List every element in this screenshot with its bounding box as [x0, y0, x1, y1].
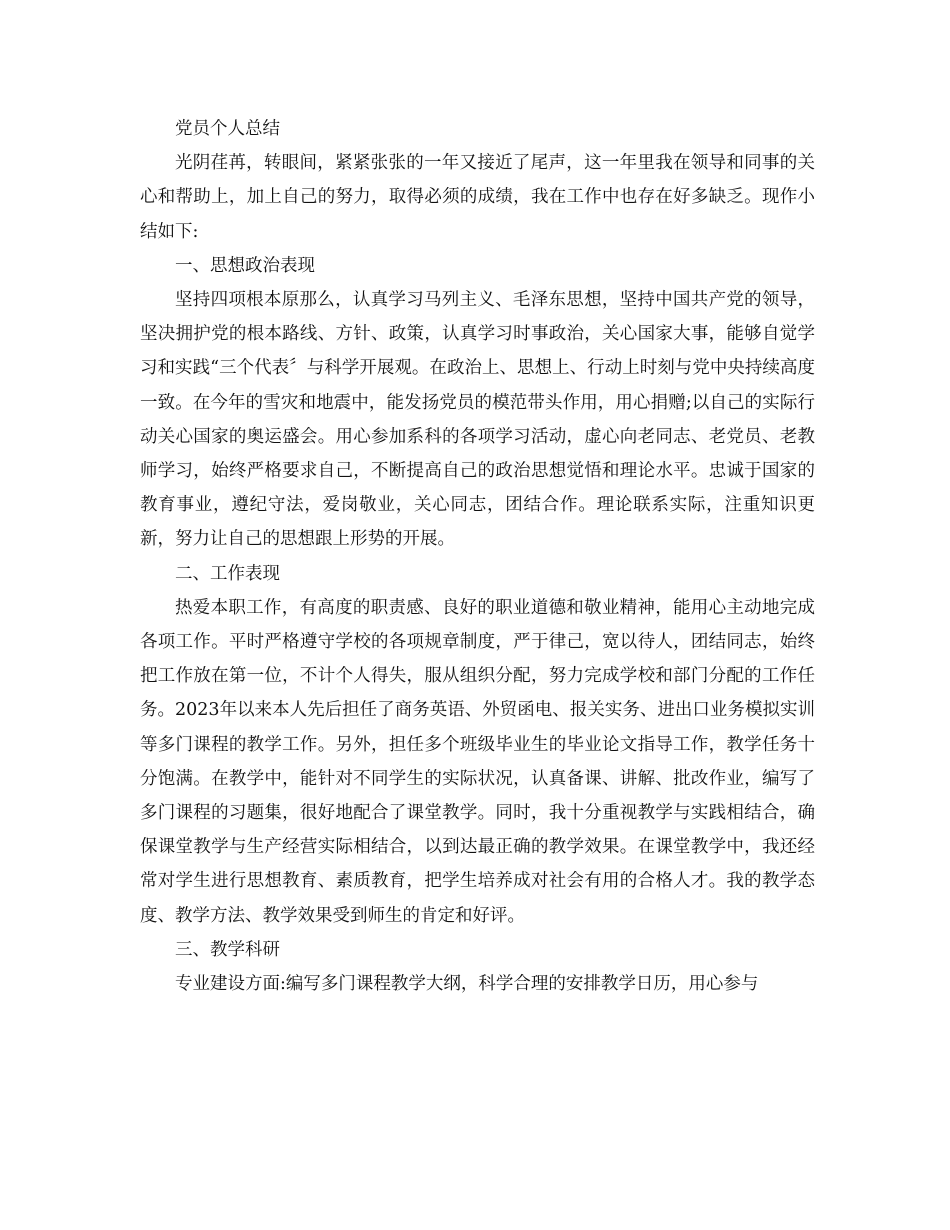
section-heading-political: 一、思想政治表现 — [175, 255, 315, 276]
paragraph-research: 专业建设方面:编写多门课程教学大纲，科学合理的安排教学日历，用心参与 — [175, 974, 759, 995]
document-title: 党员个人总结 — [175, 119, 280, 139]
paragraph-work: 热爱本职工作，有高度的职责感、良好的职业道德和敬业精神，能用心主动地完成各项工作。平时严格遵守学校的各项规章制度，严于律己，宽以待人，团结同志，始终把工作放在第一位，不计个人得失，服从组织分配，努力完成学校和部门分配的工作任务。2023年以来本人先后担任了商务英语、外贸函电、报关实务、进出口业务模拟实训等多门课程的教学工作。另外，担任多个班级毕业生的毕业论文指导工作，教学任务十分饱满。在教学中，能针对不同学生的实际状况，认真备课、讲解、批改作业，编写了多门课程的习题集，很好地配合了课堂教学。同时，我十分重视教学与实践相结合，确保课堂教学与生产经营实际相结合，以到达最正确的教学效果。在课堂教学中，我还经常对学生进行思想教育、素质教育，把学生培养成对社会有用的合格人才。我的教学态度、教学方法、教学效果受到师生的肯定和好评。 — [140, 597, 815, 926]
paragraph-intro: 光阴荏苒，转眼间，紧紧张张的一年又接近了尾声，这一年里我在领导和同事的关心和帮助上，加上自己的努力，取得必须的成绩，我在工作中也存在好多缺乏。现作小结如下: — [140, 153, 815, 242]
document-body — [140, 112, 815, 1001]
section-heading-research: 三、教学科研 — [175, 939, 280, 960]
paragraph-political: 坚持四项根本原那么，认真学习马列主义、毛泽东思想，坚持中国共产党的领导，坚决拥护党的根本路线、方针、政策，认真学习时事政治，关心国家大事，能够自觉学习和实践“三个代表〞与科学开展观。在政治上、思想上、行动上时刻与党中央持续高度一致。在今年的雪灾和地震中，能发扬党员的模范带头作用，用心捐赠;以自己的实际行动关心国家的奥运盛会。用心参加系科的各项学习活动，虚心向老同志、老党员、老教师学习，始终严格要求自己，不断提高自己的政治思想觉悟和理论水平。忠诚于国家的教育事业，遵纪守法，爱岗敬业，关心同志，团结合作。理论联系实际，注重知识更新，努力让自己的思想跟上形势的开展。 — [140, 290, 815, 550]
section-heading-work: 二、工作表现 — [175, 563, 280, 584]
